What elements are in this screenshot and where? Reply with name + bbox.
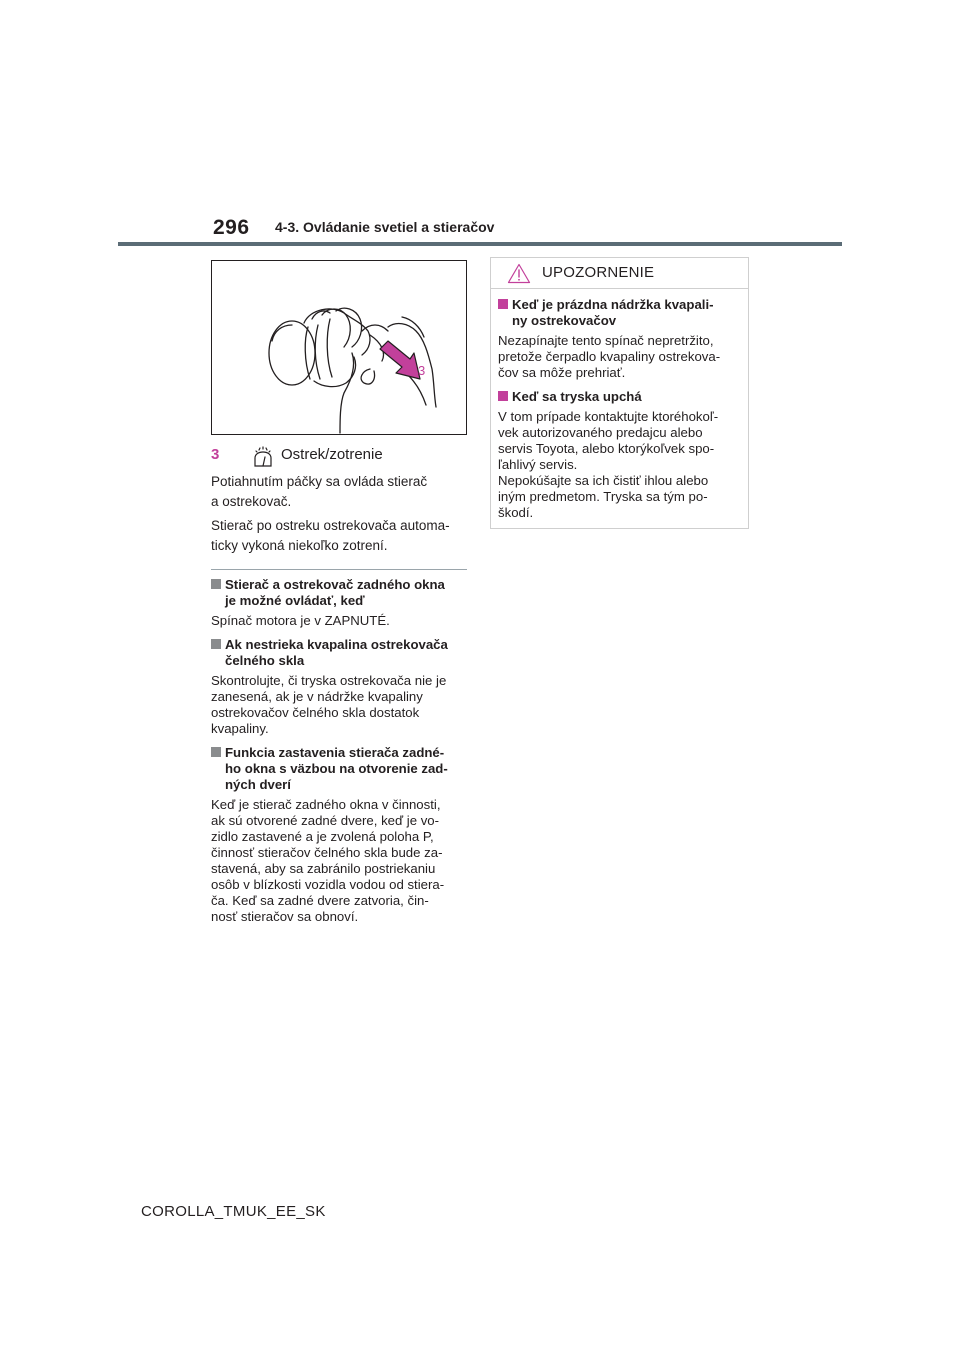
bullet-square-icon — [211, 579, 221, 589]
warning-body-empty-tank — [498, 333, 746, 381]
text-line: stavená, aby sa zabránilo postriekaniu — [211, 861, 436, 876]
text-line: zidlo zastavené a je zvolená poloha P, — [211, 829, 434, 844]
intro-paragraph-1 — [211, 472, 473, 512]
bullet-square-icon — [498, 299, 508, 309]
text-line: Nepokúšajte sa ich čistiť ihlou alebo — [498, 473, 709, 488]
text-line: činnosť stieračov čelného skla bude za- — [211, 845, 443, 860]
text-line: pretože čerpadlo kvapaliny ostrekova- — [498, 349, 721, 364]
text-line: servis Toyota, alebo ktorýkoľvek spo- — [498, 441, 715, 456]
heading-line: Keď je prázdna nádržka kvapali- — [512, 297, 714, 312]
section-body-rear-wiper-conditions — [211, 613, 475, 629]
warning-title: UPOZORNENIE — [542, 264, 655, 281]
heading-line: Stierač a ostrekovač zadného okna — [225, 577, 445, 592]
section-title: 4-3. Ovládanie svetiel a stieračov — [275, 219, 495, 235]
heading-line: Keď sa tryska upchá — [512, 389, 642, 404]
text-line: Keď je stierač zadného okna v činnosti, — [211, 797, 441, 812]
warning-header — [491, 258, 748, 289]
heading-line: ho okna s väzbou na otvorenie zad- — [225, 761, 448, 776]
bullet-square-icon — [211, 747, 221, 757]
washer-spray-icon — [253, 446, 273, 473]
section-heading-no-fluid-spray — [211, 637, 473, 669]
item-washer-row — [211, 446, 467, 470]
bullet-square-icon — [211, 639, 221, 649]
heading-line: ných dverí — [225, 777, 291, 792]
text-line: ča. Keď sa zadné dvere zatvoria, čin- — [211, 893, 429, 908]
warning-box — [490, 257, 749, 529]
section-body-rear-door-stop — [211, 797, 475, 925]
text-line: Nezapínajte tento spínač nepretržito, — [498, 333, 714, 348]
pull-direction-arrow-icon — [380, 341, 420, 379]
text-line: ticky vykoná niekoľko zotrení. — [211, 538, 388, 553]
section-heading-rear-door-stop — [211, 745, 473, 793]
warning-triangle-icon — [507, 263, 531, 289]
text-line: Skontrolujte, či tryska ostrekovača nie je — [211, 673, 447, 688]
heading-line: ny ostrekovačov — [512, 313, 617, 328]
warning-heading-empty-tank — [498, 297, 744, 329]
text-line: ak sú otvorené zadné dvere, keď je vo- — [211, 813, 440, 828]
text-line: zanesená, ak je v nádržke kvapaliny — [211, 689, 423, 704]
text-line: kvapaliny. — [211, 721, 269, 736]
text-line: osôb v blízkosti vozidla vodou od stiera- — [211, 877, 445, 892]
header-divider — [118, 242, 842, 246]
page-number: 296 — [213, 216, 250, 239]
section-divider — [211, 569, 467, 570]
heading-line: Funkcia zastavenia stierača zadné- — [225, 745, 445, 760]
heading-line: Ak nestrieka kvapalina ostrekovača — [225, 637, 448, 652]
section-body-no-fluid-spray — [211, 673, 475, 737]
text-line: V tom prípade kontaktujte ktoréhokoľ- — [498, 409, 719, 424]
intro-paragraph-2 — [211, 516, 473, 556]
text-line: a ostrekovač. — [211, 494, 292, 509]
text-line: Stierač po ostreku ostrekovača automa- — [211, 518, 450, 533]
text-line: vek autorizovaného predajcu alebo — [498, 425, 703, 440]
text-line: čov sa môže prehriať. — [498, 365, 626, 380]
text-line: iným predmetom. Tryska sa tým po- — [498, 489, 708, 504]
text-line: Potiahnutím páčky sa ovláda stierač — [211, 474, 428, 489]
wiper-lever-illustration — [211, 260, 467, 435]
heading-line: je možné ovládať, keď — [225, 593, 365, 608]
figure-callout-label: 3 — [418, 363, 426, 378]
bullet-square-icon — [498, 391, 508, 401]
text-line: ľahlivý servis. — [498, 457, 578, 472]
text-line: škodí. — [498, 505, 534, 520]
item-label: Ostrek/zotrenie — [281, 446, 383, 463]
section-heading-rear-wiper-conditions — [211, 577, 473, 609]
hand-pulling-lever-drawing — [212, 261, 466, 434]
text-line: ostrekovačov čelného skla dostatok — [211, 705, 420, 720]
text-line: nosť stieračov sa obnoví. — [211, 909, 359, 924]
text-line: Spínač motora je v ZAPNUTÉ. — [211, 613, 390, 628]
warning-heading-clogged-nozzle — [498, 389, 744, 405]
document-footer-id: COROLLA_TMUK_EE_SK — [141, 1203, 326, 1220]
heading-line: čelného skla — [225, 653, 305, 668]
item-number: 3 — [211, 446, 220, 463]
warning-body-clogged-nozzle — [498, 409, 746, 521]
